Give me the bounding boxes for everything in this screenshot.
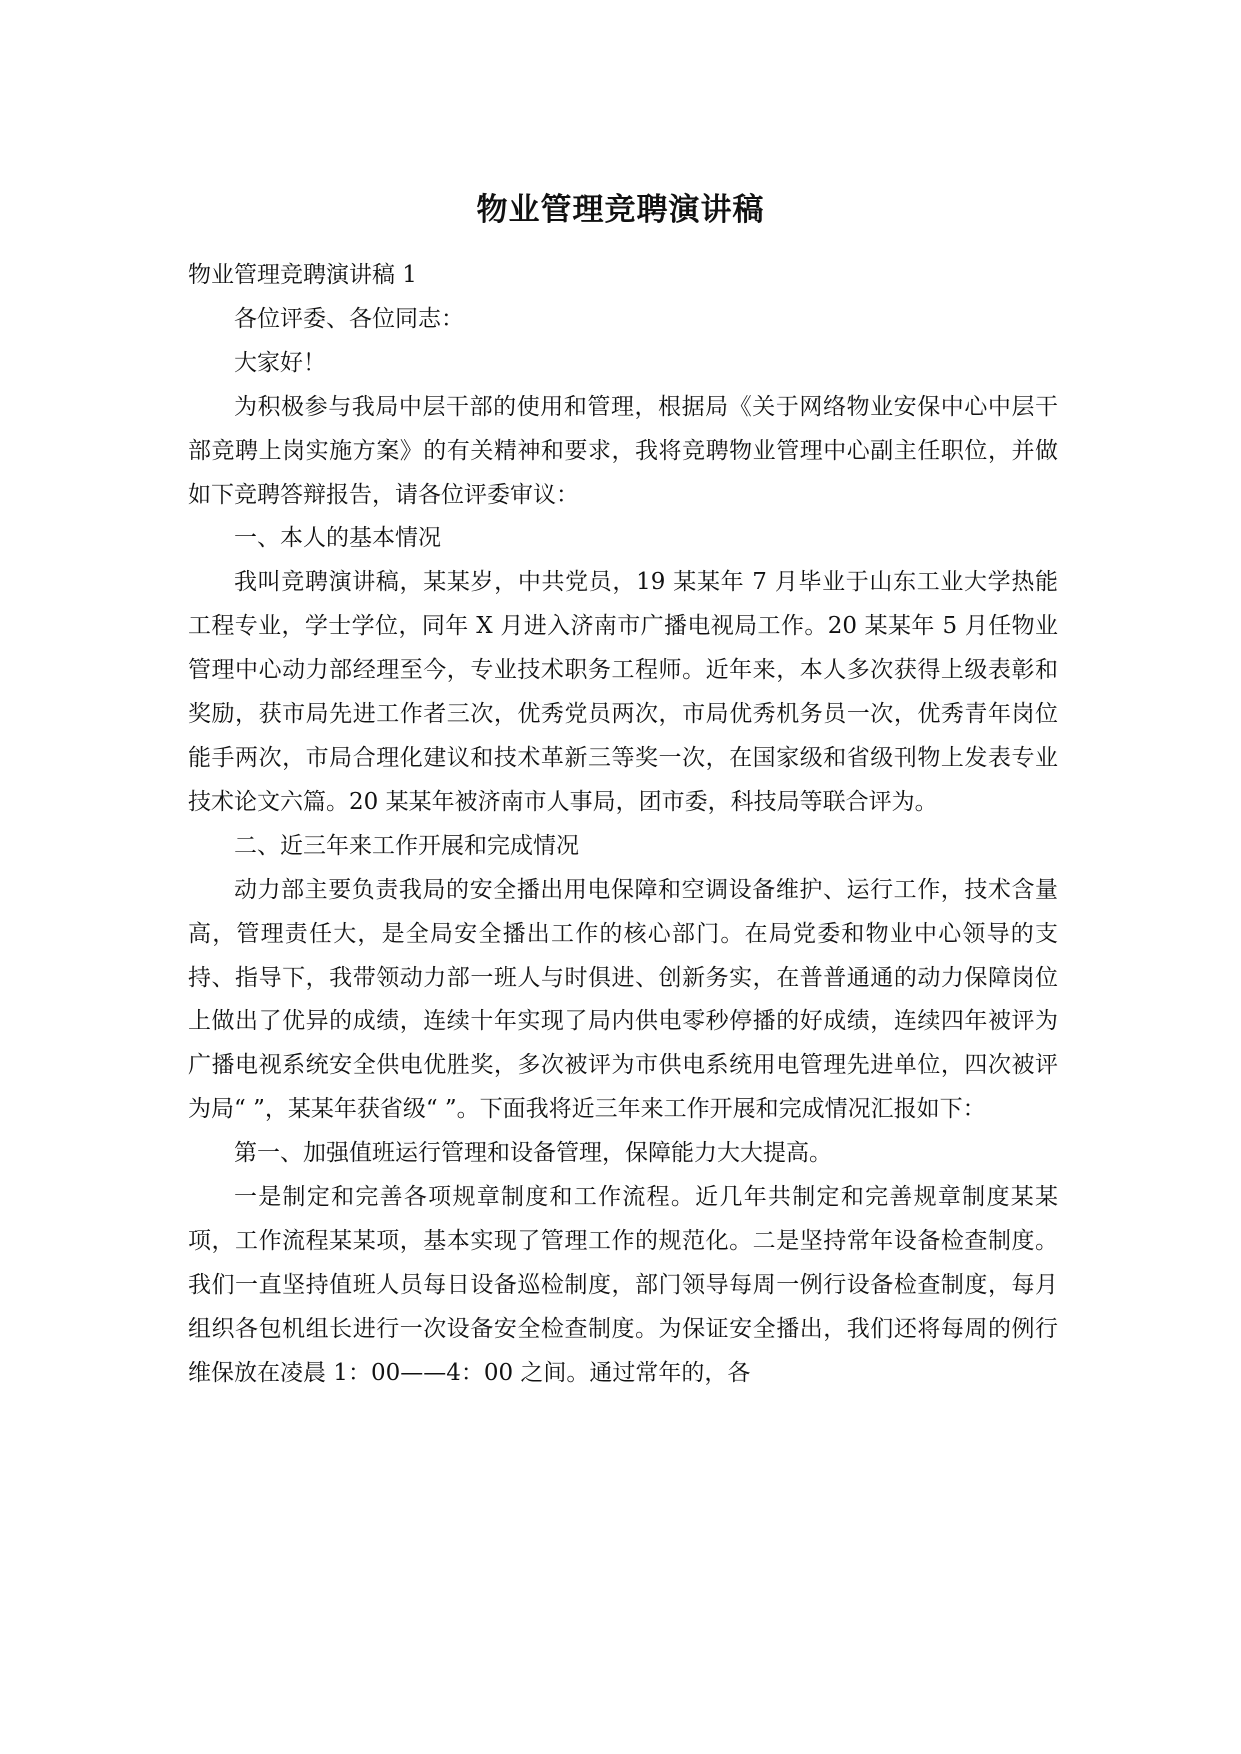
paragraph: 一、本人的基本情况: [234, 525, 441, 552]
paragraph: 物业管理竞聘演讲稿 1: [188, 262, 417, 288]
document-body: [188, 254, 1058, 1396]
paragraph: 第一、加强值班运行管理和设备管理，保障能力大大提高。: [234, 1140, 832, 1167]
paragraph: 二、近三年来工作开展和完成情况: [234, 832, 579, 859]
document-title: 物业管理竞聘演讲稿: [476, 192, 765, 228]
paragraph: 大家好！: [234, 349, 326, 376]
paragraph: 各位评委、各位同志：: [234, 305, 464, 332]
paragraph: 一是制定和完善各项规章制度和工作流程。近几年共制定和完善规章制度某某项，工作流程某某项，基本实现了管理工作的规范化。二是坚持常年设备检查制度。我们一直坚持值班人员每日设备巡检制度，部门领导每周一例行设备检查制度，每月组织各包机组长进行一次设备安全检查制度。为保证安全播出，我们还将每周的例行维保放在凌晨 1：00——4：00 之间。通过常年的，各: [188, 1184, 1058, 1386]
paragraph: 我叫竞聘演讲稿，某某岁，中共党员，19 某某年 7 月毕业于山东工业大学热能工程专业，学士学位，同年 X 月进入济南市广播电视局工作。20 某某年 5 月任物业管理中心动力部经理至今，专业技术职务工程师。近年来，本人多次获得上级表彰和奖励，获市局先进工作者三次，优秀党员两次，市局优秀机务员一次，优秀青年岗位能手两次，市局合理化建议和技术革新三等奖一次，在国家级和省级刊物上发表专业技术论文六篇。20 某某年被济南市人事局，团市委，科技局等联合评为。: [188, 569, 1058, 815]
paragraph: 动力部主要负责我局的安全播出用电保障和空调设备维护、运行工作，技术含量高，管理责任大，是全局安全播出工作的核心部门。在局党委和物业中心领导的支持、指导下，我带领动力部一班人与时俱进、创新务实，在普普通通的动力保障岗位上做出了优异的成绩，连续十年实现了局内供电零秒停播的好成绩，连续四年被评为广播电视系统安全供电优胜奖，多次被评为市供电系统用电管理先进单位，四次被评为局“ ”，某某年获省级“ ”。下面我将近三年来工作开展和完成情况汇报如下：: [188, 876, 1058, 1123]
paragraph: 为积极参与我局中层干部的使用和管理，根据局《关于网络物业安保中心中层干部竞聘上岗实施方案》的有关精神和要求，我将竞聘物业管理中心副主任职位，并做如下竞聘答辩报告，请各位评委审议：: [188, 393, 1058, 508]
